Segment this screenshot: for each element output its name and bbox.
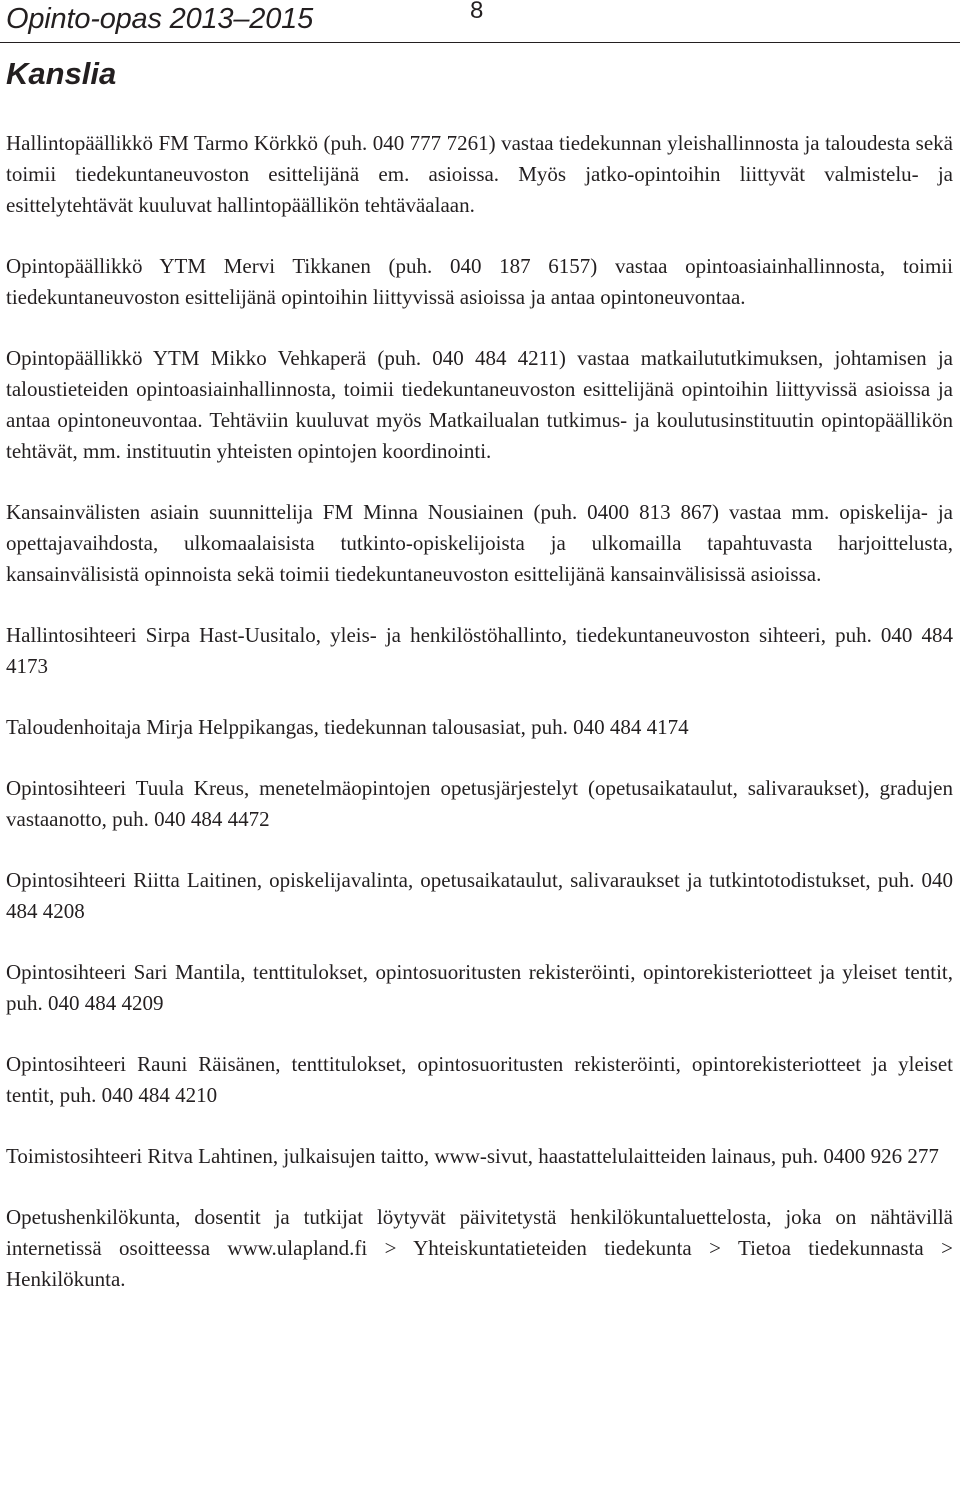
paragraph-opintopaallikko-vehkapera: Opintopäällikkö YTM Mikko Vehkaperä (puh. 040 484 4211) vastaa matkailututkimuksen, johtamisen ja taloustieteiden opintoasiainhallinnosta, toimii tiedekuntaneuvoston esittelijänä opintoihin liittyvissä asioissa ja antaa opintoneuvontaa. Tehtäviin kuuluvat myös Matkailualan tutkimus- ja koulutusinstituutin opintopäällikön tehtävät, mm. instituutin yhteisten opintojen koordinointi. bbox=[6, 346, 953, 463]
paragraph-hallintopaallikko: Hallintopäällikkö FM Tarmo Körkkö (puh. 040 777 7261) vastaa tiedekunnan yleishallinnosta ja taloudesta sekä toimii tiedekuntaneuvoston esittelijänä em. asioissa. Myös jatko-opintoihin liittyvät valmistelu- ja esittelytehtävät kuuluvat hallintopäällikön tehtäväalaan. bbox=[6, 131, 953, 217]
section-heading: Kanslia bbox=[6, 56, 117, 91]
paragraph-opintosihteeri-kreus: Opintosihteeri Tuula Kreus, menetelmäopintojen opetusjärjestelyt (opetusaikataulut, salivaraukset), gradujen vastaanotto, puh. 040 484 4472 bbox=[6, 776, 953, 831]
paragraph-hallintosihteeri: Hallintosihteeri Sirpa Hast-Uusitalo, yleis- ja henkilöstöhallinto, tiedekuntaneuvoston sihteeri, puh. 040 484 4173 bbox=[6, 623, 953, 678]
paragraph-toimistosihteeri: Toimistosihteeri Ritva Lahtinen, julkaisujen taitto, www-sivut, haastattelulaitteiden lainaus, puh. 0400 926 277 bbox=[6, 1144, 939, 1168]
paragraph-opintopaallikko-tikkanen: Opintopäällikkö YTM Mervi Tikkanen (puh. 040 187 6157) vastaa opintoasiainhallinnosta, toimii tiedekuntaneuvoston esittelijänä opintoihin liittyvissä asioissa ja antaa opintoneuvontaa. bbox=[6, 254, 953, 309]
running-title: Opinto-opas 2013–2015 bbox=[6, 3, 313, 35]
header-rule bbox=[0, 42, 960, 43]
paragraph-opintosihteeri-laitinen: Opintosihteeri Riitta Laitinen, opiskelijavalinta, opetusaikataulut, salivaraukset ja tutkintotodistukset, puh. 040 484 4208 bbox=[6, 868, 953, 923]
paragraph-kansainvalisten-asiain-suunnittelija: Kansainvälisten asiain suunnittelija FM Minna Nousiainen (puh. 0400 813 867) vastaa mm. opiskelija- ja opettajavaihdosta, ulkomaalaisista tutkinto-opiskelijoista ja ulkomailla tapahtuvasta harjoittelusta, kansainvälisistä opinnoista sekä toimii tiedekuntaneuvoston esittelijänä kansainvälisissä asioissa. bbox=[6, 500, 953, 586]
paragraph-taloudenhoitaja: Taloudenhoitaja Mirja Helppikangas, tiedekunnan talousasiat, puh. 040 484 4174 bbox=[6, 715, 689, 739]
page-header bbox=[0, 0, 960, 44]
page-number: 8 bbox=[470, 0, 484, 24]
paragraph-opetushenkilokunta: Opetushenkilökunta, dosentit ja tutkijat löytyvät päivitetystä henkilökuntaluettelosta, joka on nähtävillä internetissä osoitteessa www.ulapland.fi > Yhteiskuntatieteiden tiedekunta > Tietoa tiedekunnasta > Henkilökunta. bbox=[6, 1205, 953, 1291]
paragraph-opintosihteeri-mantila: Opintosihteeri Sari Mantila, tenttitulokset, opintosuoritusten rekisteröinti, opintorekisteriotteet ja yleiset tentit, puh. 040 484 4209 bbox=[6, 960, 953, 1015]
body-text bbox=[6, 128, 953, 1325]
paragraph-opintosihteeri-raisanen: Opintosihteeri Rauni Räisänen, tenttitulokset, opintosuoritusten rekisteröinti, opintorekisteriotteet ja yleiset tentit, puh. 040 484 4210 bbox=[6, 1052, 953, 1107]
